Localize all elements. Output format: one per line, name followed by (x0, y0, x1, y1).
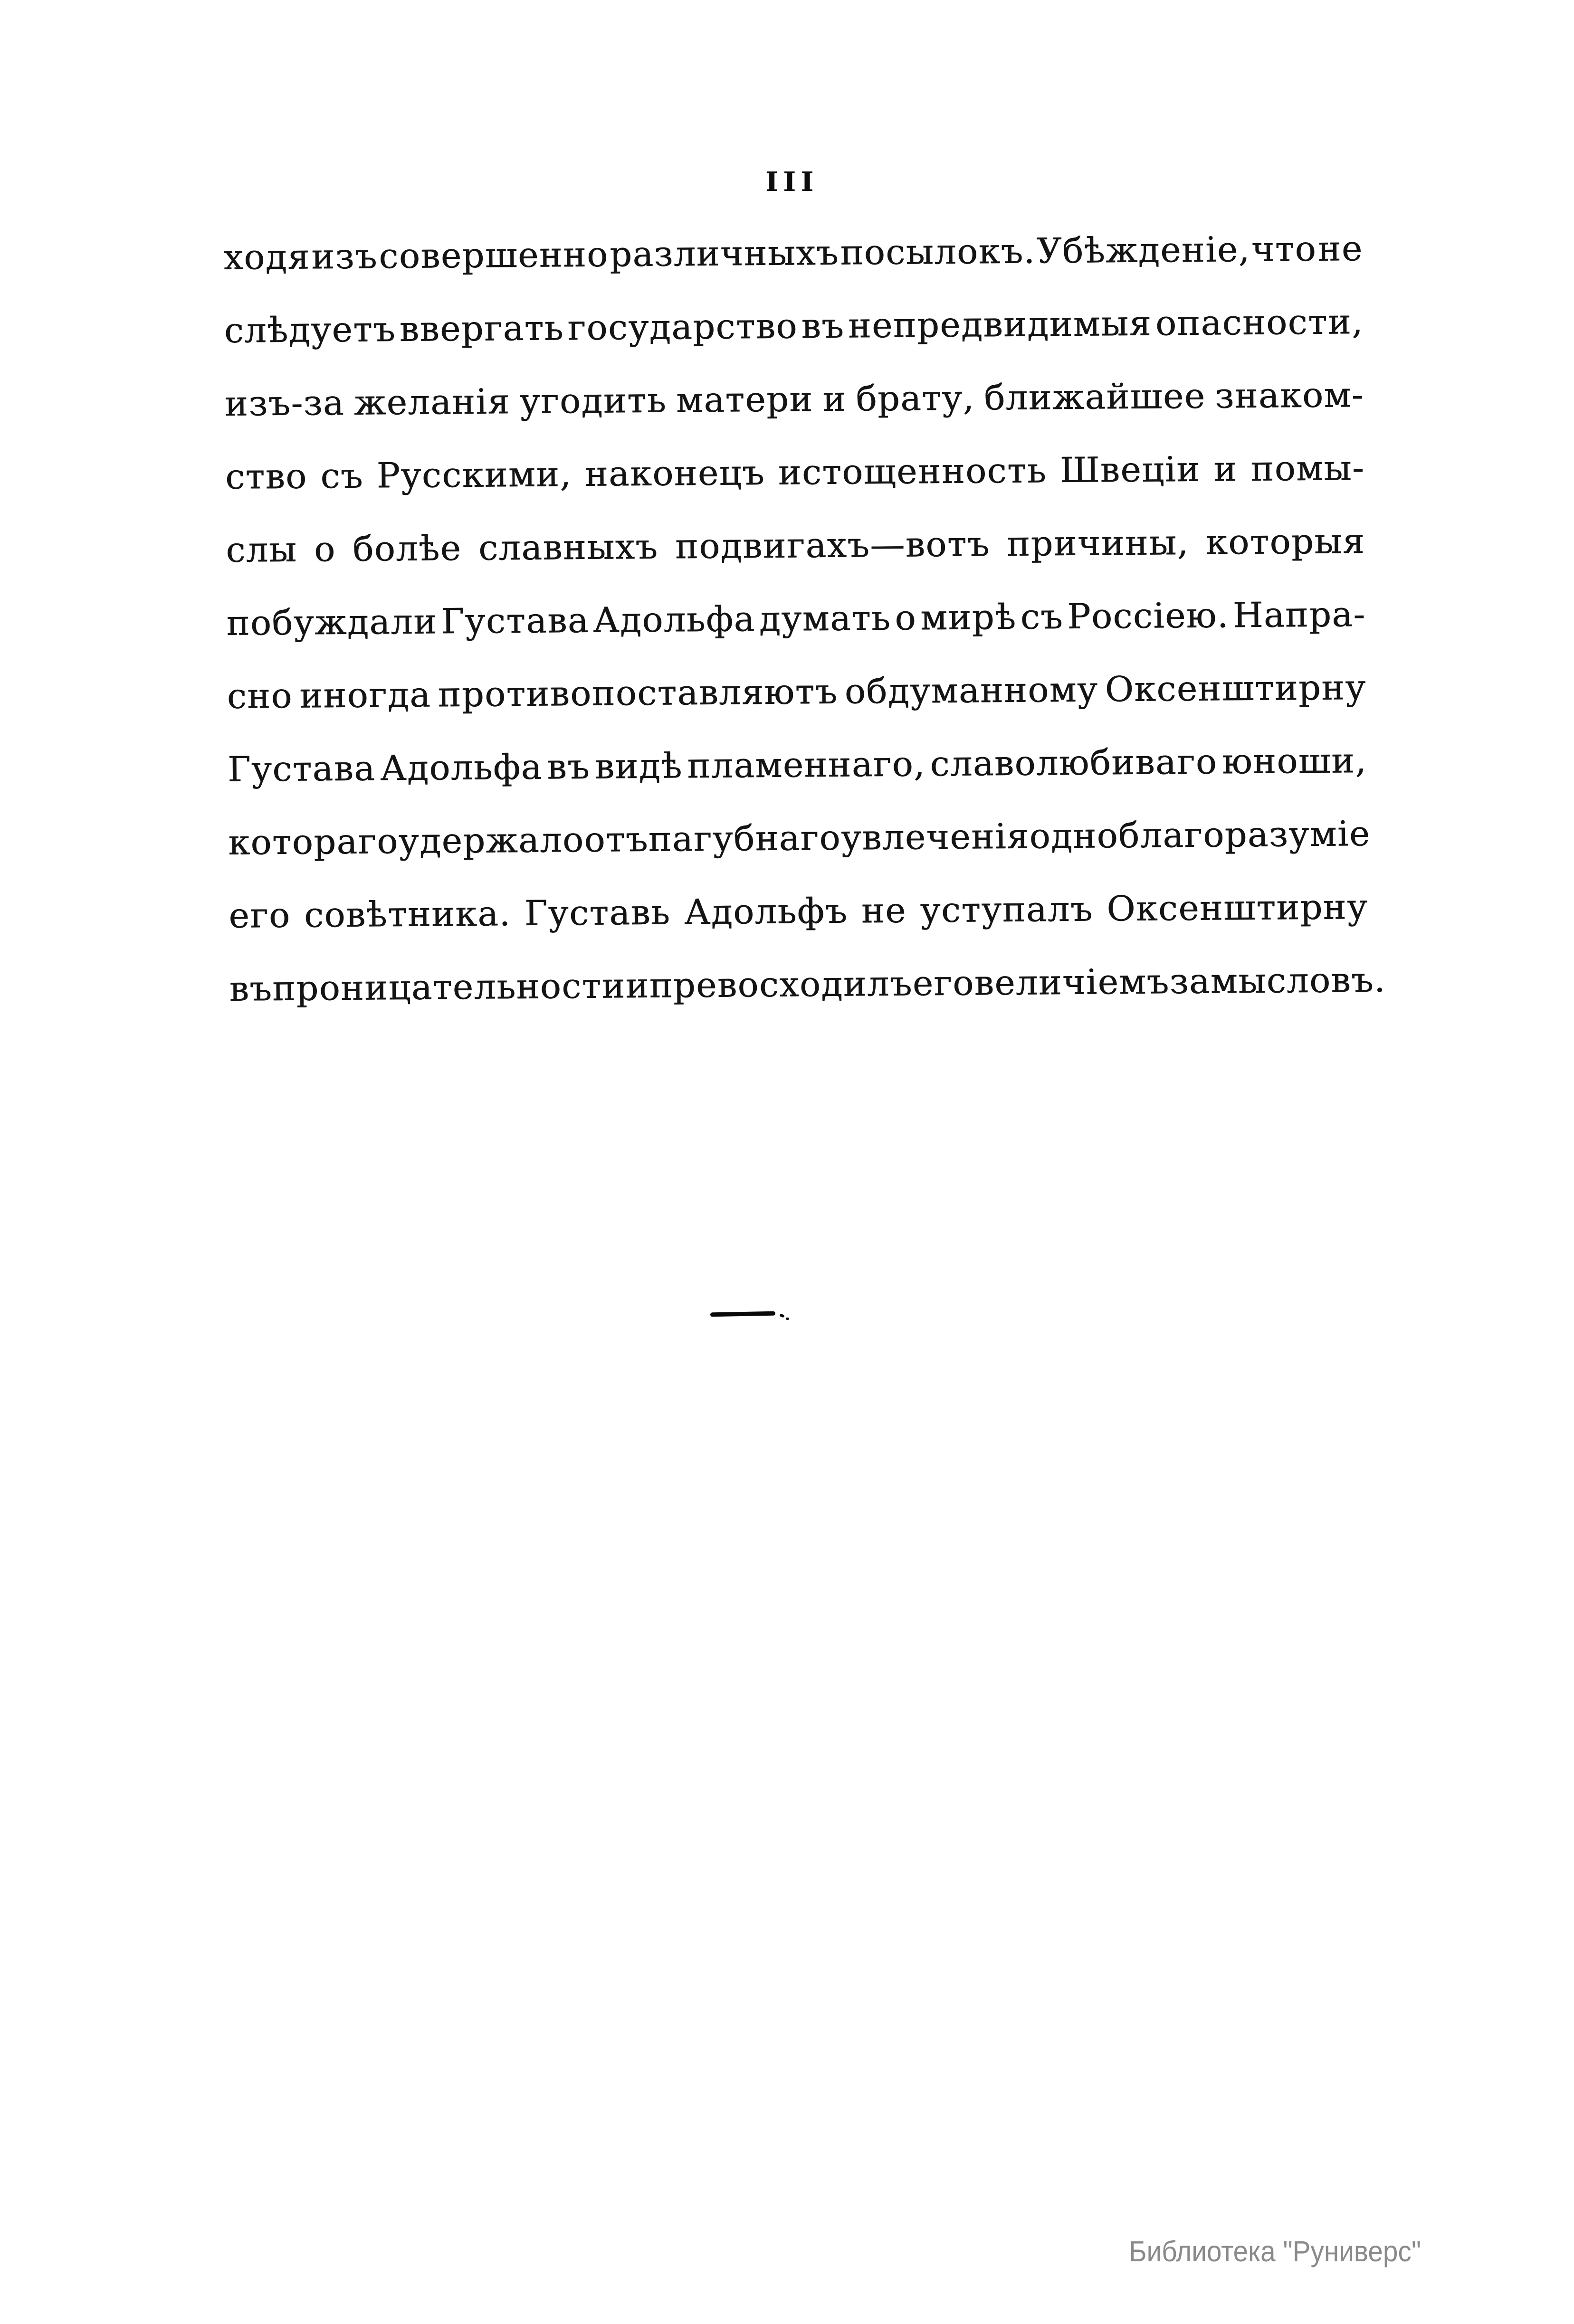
word: не (861, 890, 907, 931)
word: Оксенштирну (1105, 667, 1367, 710)
word: угодить (519, 380, 667, 422)
word: проницательности (272, 966, 626, 1009)
word: противопоставляютъ (438, 671, 838, 715)
word: помы- (1250, 448, 1365, 490)
text-line (225, 432, 1365, 514)
word: различныхъ (609, 232, 839, 275)
word: о (314, 529, 336, 570)
word: причины, (1007, 522, 1189, 565)
word: и (625, 966, 650, 1006)
word: обдуманному (844, 669, 1098, 712)
word: матери (676, 379, 813, 421)
word: уступалъ (920, 889, 1094, 931)
word: изъ-за (224, 383, 345, 424)
word: побуждали (226, 601, 438, 644)
text-line (229, 871, 1368, 953)
word: не (1317, 228, 1363, 269)
word: удержало (398, 820, 584, 862)
word: что (1251, 228, 1317, 270)
text-line (226, 505, 1365, 587)
word: непредвидимыя (848, 303, 1152, 346)
word: съ (320, 455, 364, 497)
word: въ (801, 305, 845, 347)
word: Адольфъ (684, 891, 848, 933)
text-line (227, 724, 1367, 806)
watermark-text: Библиотека "Руниверс" (1129, 2235, 1421, 2267)
text-line (223, 212, 1363, 294)
word: пламеннаго, (687, 744, 926, 787)
word: Убѣжденіе, (1036, 229, 1250, 272)
word: сно (227, 675, 293, 717)
word: слѣдуетъ (224, 309, 396, 351)
word: иногда (299, 674, 431, 716)
ink-speck (779, 1313, 785, 1318)
word: славныхъ (478, 526, 658, 569)
word: увлеченія (840, 816, 1030, 858)
word: величіемъ (974, 961, 1170, 1004)
page-number: III (765, 166, 819, 198)
word: изъ (311, 236, 378, 277)
word: ближайшее (983, 376, 1206, 418)
word: совершенно (379, 234, 609, 277)
word: государство (567, 306, 798, 349)
text-line (224, 359, 1364, 441)
word: Русскими, (376, 454, 572, 496)
word: слы (226, 529, 297, 570)
word: въ (547, 746, 591, 787)
word: превосходилъ (649, 963, 913, 1006)
word: благоразуміе (1118, 814, 1371, 856)
word: юноши, (1221, 740, 1367, 782)
word: Оксенштирну (1107, 887, 1368, 930)
text-line (224, 285, 1364, 368)
text-line (228, 797, 1371, 880)
word: и (822, 379, 847, 420)
word: и (1213, 449, 1238, 490)
word: видѣ (594, 746, 683, 787)
word: о (895, 598, 917, 638)
paragraph-block (223, 212, 1386, 1026)
word: посылокъ. (840, 231, 1036, 273)
word: которыя (1205, 521, 1365, 563)
word: Напра- (1232, 594, 1366, 636)
text-line (227, 651, 1366, 733)
word: пагубнаго (648, 817, 841, 860)
word: Россіею. (1067, 595, 1229, 637)
word: совѣтника. (304, 893, 511, 936)
word: наконецъ (584, 453, 765, 495)
word: подвигахъ—вотъ (675, 524, 990, 567)
word: болѣе (352, 528, 462, 569)
word: Густава (227, 748, 376, 790)
word: отъ (584, 819, 649, 861)
word: желанія (353, 381, 511, 423)
word: знаком- (1215, 375, 1364, 417)
word: Адольфа (380, 747, 543, 789)
word: славолюбиваго (930, 741, 1218, 785)
ink-speck (786, 1318, 789, 1320)
word: котораго (228, 821, 399, 863)
word: Швеціи (1059, 449, 1201, 491)
word: съ (1020, 597, 1064, 637)
text-line (226, 578, 1366, 660)
word: истощенность (778, 450, 1047, 493)
word: его (229, 895, 291, 936)
word: его (912, 963, 974, 1004)
section-divider-rule (710, 1311, 775, 1317)
word: ство (225, 456, 307, 497)
word: одно (1029, 816, 1119, 857)
word: замысловъ. (1169, 959, 1386, 1002)
word: ввергать (399, 308, 564, 350)
word: ходя (223, 237, 311, 278)
word: думать (759, 598, 891, 640)
word: опасности, (1155, 302, 1364, 344)
word: брату, (856, 378, 975, 419)
word: мирѣ (920, 597, 1017, 638)
word: въ (229, 968, 273, 1009)
word: Адольфа (592, 599, 755, 641)
text-line (229, 944, 1386, 1026)
word: Густава (441, 600, 590, 642)
word: Густавь (524, 892, 671, 934)
